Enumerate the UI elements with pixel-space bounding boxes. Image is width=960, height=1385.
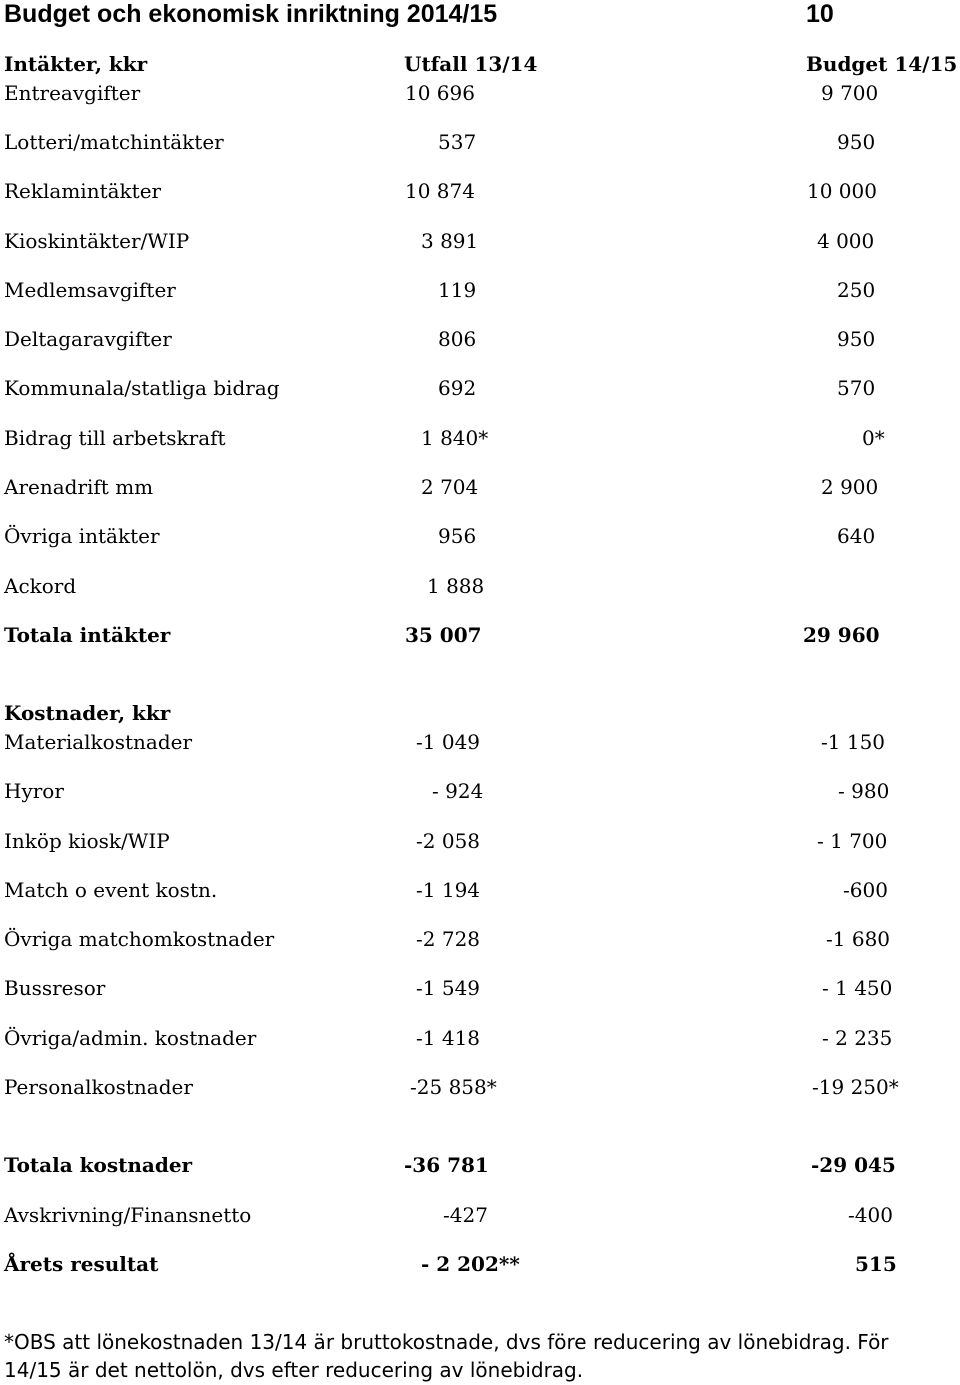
actual-value: -2 728: [416, 927, 481, 951]
income-row: [0, 523, 960, 549]
actual-value: 10 874: [405, 179, 475, 203]
income-header-row: [0, 51, 960, 77]
costs-total-row: [0, 1152, 960, 1178]
actual-value: -427: [443, 1203, 488, 1227]
row-label: Bidrag till arbetskraft: [4, 426, 226, 450]
actual-value: - 924: [432, 779, 484, 803]
cost-row: [0, 729, 960, 755]
cost-row: [0, 877, 960, 903]
cost-row: [0, 926, 960, 952]
row-label: Övriga matchomkostnader: [4, 927, 275, 951]
actual-value: 1 840*: [421, 426, 489, 450]
income-row: [0, 326, 960, 352]
actual-value: -25 858*: [410, 1075, 497, 1099]
budget-value: 950: [837, 130, 876, 154]
total-label: Totala kostnader: [4, 1153, 193, 1177]
budget-value: 0*: [862, 426, 885, 450]
actual-value: -2 058: [416, 829, 481, 853]
page-number: 10: [806, 0, 834, 28]
row-label: Inköp kiosk/WIP: [4, 829, 170, 853]
actual-value: 2 704: [421, 475, 479, 499]
budget-value: -400: [848, 1203, 893, 1227]
costs-heading: Kostnader, kkr: [4, 701, 171, 725]
budget-value: 950: [837, 327, 876, 351]
actual-value: 956: [438, 524, 477, 548]
income-total-row: [0, 622, 960, 648]
footnote: [4, 1328, 954, 1384]
income-row: [0, 178, 960, 204]
cost-row: [0, 778, 960, 804]
row-label: Övriga intäkter: [4, 524, 160, 548]
cost-row: [0, 1025, 960, 1051]
budget-value: 2 900: [821, 475, 879, 499]
total-budget: -29 045: [811, 1153, 896, 1177]
income-header-label: Intäkter, kkr: [4, 52, 148, 76]
total-actual: -36 781: [404, 1153, 489, 1177]
budget-value: - 980: [838, 779, 890, 803]
budget-value: -1 150: [821, 730, 886, 754]
row-label: Övriga/admin. kostnader: [4, 1026, 257, 1050]
row-label: Kioskintäkter/WIP: [4, 229, 190, 253]
row-label: Deltagaravgifter: [4, 327, 172, 351]
row-label: Medlemsavgifter: [4, 278, 176, 302]
document-title: Budget och ekonomisk inriktning 2014/15: [4, 0, 498, 28]
row-label: Entreavgifter: [4, 81, 141, 105]
budget-column-header: Budget 14/15: [806, 52, 958, 76]
income-row: [0, 80, 960, 106]
budget-value: 640: [837, 524, 876, 548]
actual-value: 692: [438, 376, 477, 400]
cost-row: [0, 1074, 960, 1100]
total-label: Totala intäkter: [4, 623, 171, 647]
result-budget: 515: [855, 1252, 897, 1276]
page-header: [4, 0, 954, 32]
row-label: Avskrivning/Finansnetto: [4, 1203, 252, 1227]
budget-value: -19 250*: [812, 1075, 899, 1099]
income-row: [0, 573, 960, 599]
result-row: [0, 1251, 960, 1277]
income-row: [0, 129, 960, 155]
income-row: [0, 375, 960, 401]
budget-value: 10 000: [807, 179, 877, 203]
actual-value: 3 891: [421, 229, 479, 253]
actual-column-header: Utfall 13/14: [404, 52, 538, 76]
row-label: Arenadrift mm: [4, 475, 154, 499]
budget-value: - 1 700: [817, 829, 888, 853]
budget-value: -600: [843, 878, 888, 902]
budget-value: - 1 450: [822, 976, 893, 1000]
actual-value: 119: [438, 278, 477, 302]
budget-value: -1 680: [826, 927, 891, 951]
footnote-line: 14/15 är det nettolön, dvs efter reducering av lönebidrag.: [4, 1358, 584, 1382]
depreciation-row: [0, 1202, 960, 1228]
row-label: Kommunala/statliga bidrag: [4, 376, 280, 400]
actual-value: -1 194: [416, 878, 481, 902]
income-row: [0, 425, 960, 451]
row-label: Match o event kostn.: [4, 878, 218, 902]
row-label: Personalkostnader: [4, 1075, 193, 1099]
row-label: Materialkostnader: [4, 730, 193, 754]
cost-row: [0, 828, 960, 854]
result-label: Årets resultat: [4, 1252, 159, 1276]
row-label: Bussresor: [4, 976, 106, 1000]
footnote-line: *OBS att lönekostnaden 13/14 är bruttokostnade, dvs före reducering av lönebidrag. För: [4, 1330, 889, 1354]
row-label: Reklamintäkter: [4, 179, 162, 203]
actual-value: 537: [438, 130, 477, 154]
budget-value: 4 000: [817, 229, 875, 253]
actual-value: 10 696: [405, 81, 475, 105]
budget-value: - 2 235: [822, 1026, 893, 1050]
actual-value: -1 049: [416, 730, 481, 754]
row-label: Ackord: [4, 574, 77, 598]
actual-value: 1 888: [427, 574, 485, 598]
budget-value: 9 700: [821, 81, 879, 105]
result-actual: - 2 202**: [421, 1252, 520, 1276]
total-actual: 35 007: [405, 623, 482, 647]
income-row: [0, 228, 960, 254]
actual-value: 806: [438, 327, 477, 351]
income-row: [0, 474, 960, 500]
row-label: Hyror: [4, 779, 64, 803]
total-budget: 29 960: [803, 623, 880, 647]
income-row: [0, 277, 960, 303]
cost-row: [0, 975, 960, 1001]
budget-value: 250: [837, 278, 876, 302]
budget-value: 570: [837, 376, 876, 400]
actual-value: -1 549: [416, 976, 481, 1000]
actual-value: -1 418: [416, 1026, 481, 1050]
row-label: Lotteri/matchintäkter: [4, 130, 224, 154]
